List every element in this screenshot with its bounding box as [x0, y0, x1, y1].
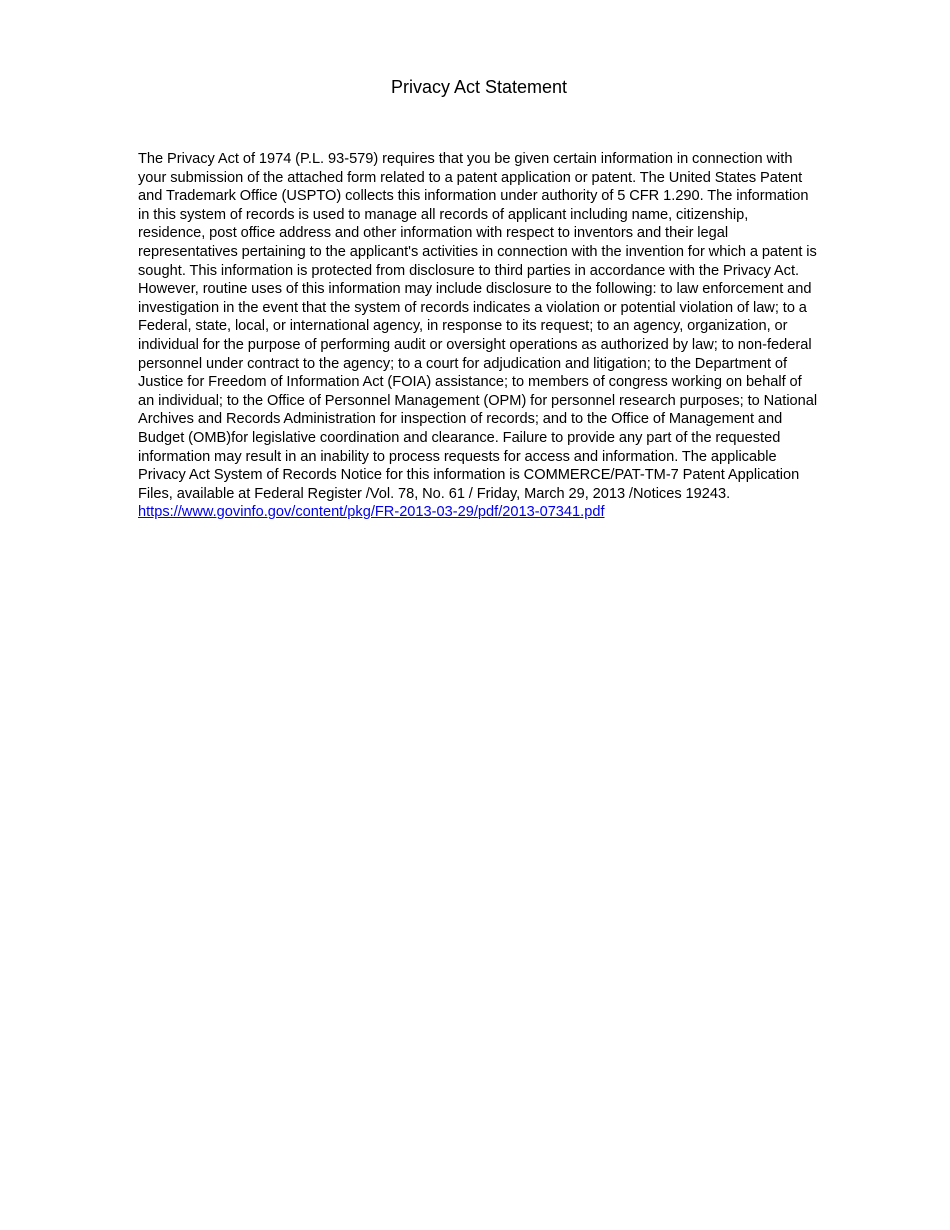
- federal-register-link[interactable]: https://www.govinfo.gov/content/pkg/FR-2013-03-29/pdf/2013-07341.pdf: [138, 504, 605, 521]
- privacy-statement-text: The Privacy Act of 1974 (P.L. 93-579) requires that you be given certain information in connection with your submission of the attached form related to a patent application or patent. The United States Patent and Trademark Office (USPTO) collects this information under authority of 5 CFR 1.290. The information in this system of records is used to manage all records of applicant including name, citizenship, residence, post office address and other information with respect to inventors and their legal representatives pertaining to the applicant's activities in connection with the invention for which a patent is sought. This information is protected from disclosure to third parties in accordance with the Privacy Act. However, routine uses of this information may include disclosure to the following: to law enforcement and investigation in the event that the system of records indicates a violation or potential violation of law; to a Federal, state, local, or international agency, in response to its request; to an agency, organization, or individual for the purpose of performing audit or oversight operations as authorized by law; to non-federal personnel under contract to the agency; to a court for adjudication and litigation; to the Department of Justice for Freedom of Information Act (FOIA) assistance; to members of congress working on behalf of an individual; to the Office of Personnel Management (OPM) for personnel research purposes; to National Archives and Records Administration for inspection of records; and to the Office of Management and Budget (OMB)for legislative coordination and clearance. Failure to provide any part of the requested information may result in an inability to process requests for access and information. The applicable Privacy Act System of Records Notice for this information is COMMERCE/PAT-TM-7 Patent Application Files, available at Federal Register /Vol. 78, No. 61 / Friday, March 29, 2013 /Notices 19243.: [138, 151, 818, 502]
- privacy-statement-paragraph: [138, 150, 818, 522]
- page-title: Privacy Act Statement: [390, 77, 568, 97]
